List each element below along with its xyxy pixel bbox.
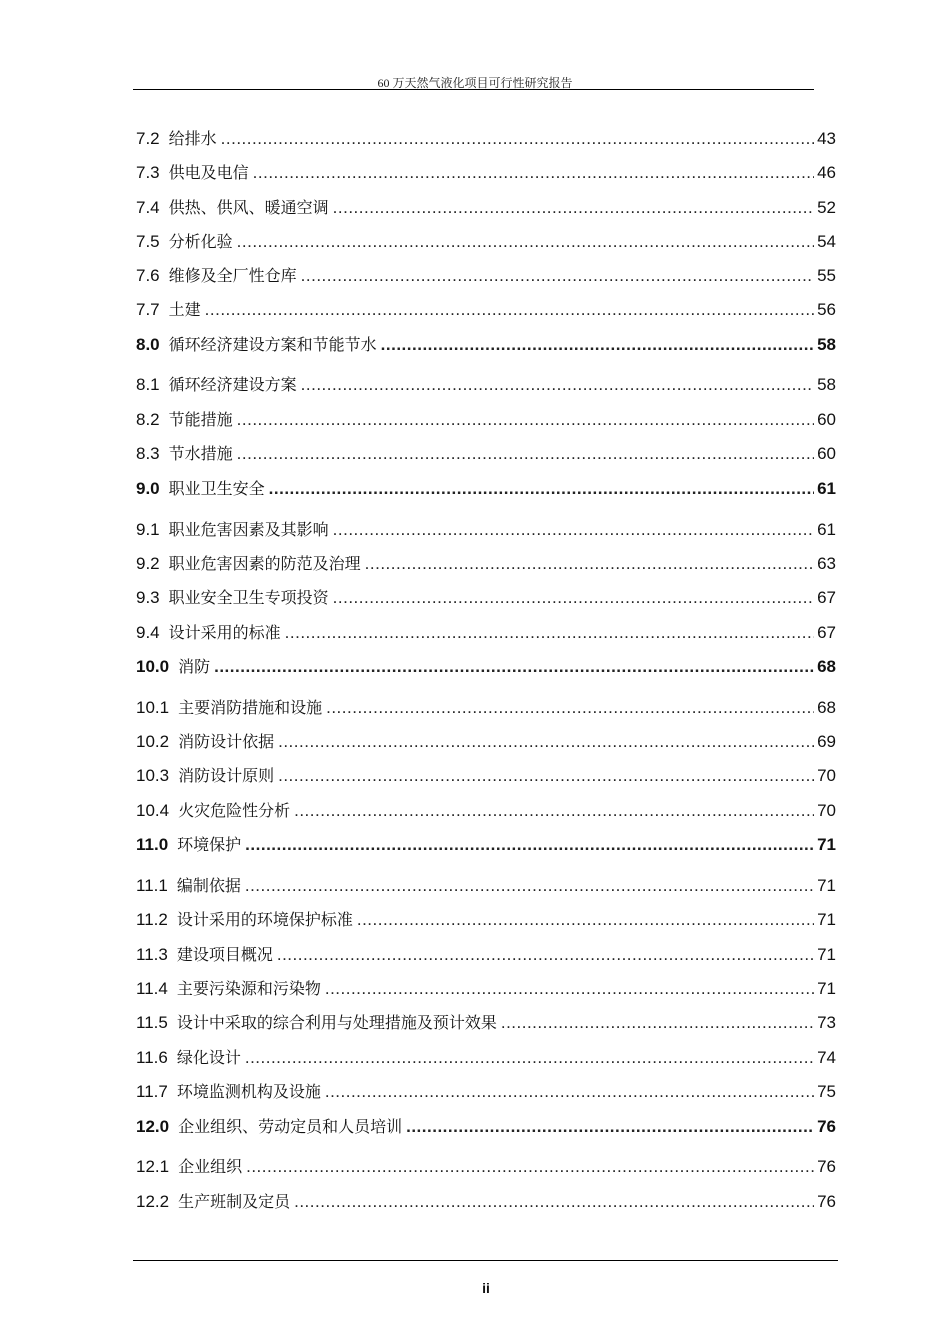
toc-dot-leader bbox=[301, 264, 814, 288]
toc-entry-title: 土建 bbox=[168, 300, 201, 319]
toc-entry-number: 7.6 bbox=[136, 266, 160, 285]
toc-entry-number: 8.0 bbox=[136, 335, 160, 354]
toc-chapter-entry[interactable] bbox=[136, 333, 836, 357]
toc-entry-title: 职业卫生安全 bbox=[168, 479, 265, 498]
toc-dot-leader bbox=[221, 127, 814, 151]
toc-entry-page: 63 bbox=[817, 554, 836, 573]
toc-entry-page: 61 bbox=[817, 520, 836, 539]
toc-entry-title: 生产班制及定员 bbox=[178, 1192, 291, 1211]
toc-entry-page: 67 bbox=[817, 623, 836, 642]
toc-entry-title: 消防 bbox=[178, 657, 211, 676]
toc-entry-number: 11.4 bbox=[136, 979, 168, 998]
toc-entry-number: 11.5 bbox=[136, 1013, 168, 1032]
toc-entry-title: 主要消防措施和设施 bbox=[178, 698, 323, 717]
toc-entry-title: 循环经济建设方案 bbox=[168, 375, 297, 394]
toc-entry-number: 11.1 bbox=[136, 876, 168, 895]
toc-dot-leader bbox=[246, 1155, 814, 1179]
toc-entry-number: 8.3 bbox=[136, 444, 160, 463]
toc-section-entry[interactable] bbox=[136, 1011, 836, 1035]
toc-entry-title: 编制依据 bbox=[176, 876, 241, 895]
toc-entry-page: 70 bbox=[817, 801, 836, 820]
running-header-title: 60 万天然气液化项目可行性研究报告 bbox=[377, 76, 573, 90]
toc-entry-title: 火灾危险性分析 bbox=[178, 801, 291, 820]
toc-entry-number: 7.7 bbox=[136, 300, 160, 319]
toc-entry-number: 12.0 bbox=[136, 1117, 170, 1136]
toc-entry-page: 74 bbox=[817, 1048, 836, 1067]
toc-entry-title: 环境保护 bbox=[177, 835, 242, 854]
toc-dot-leader bbox=[237, 230, 814, 254]
toc-entry-title: 供电及电信 bbox=[168, 163, 249, 182]
toc-dot-leader bbox=[237, 408, 814, 432]
toc-dot-leader bbox=[326, 696, 814, 720]
toc-entry-page: 56 bbox=[817, 300, 836, 319]
toc-entry-number: 7.3 bbox=[136, 163, 160, 182]
toc-entry-page: 71 bbox=[817, 945, 836, 964]
toc-entry-title: 企业组织、劳动定员和人员培训 bbox=[178, 1117, 403, 1136]
toc-entry-page: 75 bbox=[817, 1082, 836, 1101]
toc-entry-number: 9.3 bbox=[136, 588, 160, 607]
toc-entry-page: 52 bbox=[817, 198, 836, 217]
toc-section-entry[interactable] bbox=[136, 799, 836, 823]
toc-dot-leader bbox=[333, 518, 814, 542]
toc-entry-title: 供热、供风、暖通空调 bbox=[168, 198, 329, 217]
toc-entry-page: 73 bbox=[817, 1013, 836, 1032]
toc-dot-leader bbox=[501, 1011, 814, 1035]
toc-entry-title: 维修及全厂性仓库 bbox=[168, 266, 297, 285]
toc-entry-number: 10.0 bbox=[136, 657, 170, 676]
toc-section-entry[interactable] bbox=[136, 586, 836, 610]
toc-dot-leader bbox=[325, 1080, 814, 1104]
toc-entry-title: 设计采用的环境保护标准 bbox=[176, 910, 353, 929]
toc-entry-page: 55 bbox=[817, 266, 836, 285]
toc-section-entry[interactable] bbox=[136, 161, 836, 185]
toc-dot-leader bbox=[237, 442, 814, 466]
toc-entry-page: 76 bbox=[817, 1192, 836, 1211]
toc-entry-page: 54 bbox=[817, 232, 836, 251]
toc-section-entry[interactable] bbox=[136, 298, 836, 322]
toc-entry-page: 71 bbox=[817, 876, 836, 895]
toc-section-entry[interactable] bbox=[136, 977, 836, 1001]
toc-dot-leader bbox=[285, 621, 814, 645]
header-divider bbox=[133, 89, 814, 90]
toc-entry-number: 10.2 bbox=[136, 732, 170, 751]
toc-entry-page: 71 bbox=[817, 979, 836, 998]
toc-dot-leader bbox=[214, 655, 814, 679]
toc-entry-title: 设计采用的标准 bbox=[168, 623, 281, 642]
toc-dot-leader bbox=[406, 1115, 814, 1139]
toc-entry-page: 60 bbox=[817, 410, 836, 429]
toc-dot-leader bbox=[269, 477, 814, 501]
toc-entry-number: 8.1 bbox=[136, 375, 160, 394]
toc-entry-number: 11.0 bbox=[136, 835, 169, 854]
toc-entry-page: 68 bbox=[817, 657, 836, 676]
toc-dot-leader bbox=[333, 586, 814, 610]
toc-entry-page: 61 bbox=[817, 479, 836, 498]
toc-entry-title: 职业危害因素及其影响 bbox=[168, 520, 329, 539]
toc-section-entry[interactable] bbox=[136, 1155, 836, 1179]
toc-entry-title: 建设项目概况 bbox=[176, 945, 273, 964]
toc-entry-title: 绿化设计 bbox=[176, 1048, 241, 1067]
toc-dot-leader bbox=[253, 161, 814, 185]
toc-entry-title: 职业危害因素的防范及治理 bbox=[168, 554, 361, 573]
toc-entry-page: 60 bbox=[817, 444, 836, 463]
toc-section-entry[interactable] bbox=[136, 696, 836, 720]
toc-section-entry[interactable] bbox=[136, 874, 836, 898]
toc-dot-leader bbox=[278, 730, 814, 754]
toc-entry-page: 71 bbox=[817, 910, 836, 929]
toc-dot-leader bbox=[333, 196, 814, 220]
toc-dot-leader bbox=[365, 552, 814, 576]
toc-entry-page: 68 bbox=[817, 698, 836, 717]
toc-entry-number: 9.2 bbox=[136, 554, 160, 573]
toc-section-entry[interactable] bbox=[136, 1190, 836, 1214]
toc-section-entry[interactable] bbox=[136, 1046, 836, 1070]
toc-section-entry[interactable] bbox=[136, 127, 836, 151]
toc-dot-leader bbox=[245, 1046, 814, 1070]
toc-entry-title: 给排水 bbox=[168, 129, 217, 148]
toc-entry-title: 节水措施 bbox=[168, 444, 233, 463]
toc-entry-number: 9.4 bbox=[136, 623, 160, 642]
toc-section-entry[interactable] bbox=[136, 764, 836, 788]
toc-entry-page: 76 bbox=[817, 1157, 836, 1176]
toc-dot-leader bbox=[245, 833, 814, 857]
toc-dot-leader bbox=[205, 298, 814, 322]
toc-section-entry[interactable] bbox=[136, 196, 836, 220]
toc-section-entry[interactable] bbox=[136, 264, 836, 288]
toc-chapter-entry[interactable] bbox=[136, 477, 836, 501]
toc-dot-leader bbox=[294, 799, 814, 823]
toc-dot-leader bbox=[277, 943, 814, 967]
toc-section-entry[interactable] bbox=[136, 908, 836, 932]
toc-section-entry[interactable] bbox=[136, 621, 836, 645]
toc-entry-number: 11.7 bbox=[136, 1082, 168, 1101]
toc-entry-number: 12.1 bbox=[136, 1157, 170, 1176]
toc-entry-page: 58 bbox=[817, 335, 836, 354]
toc-dot-leader bbox=[325, 977, 814, 1001]
toc-entry-page: 43 bbox=[817, 129, 836, 148]
toc-dot-leader bbox=[357, 908, 814, 932]
toc-dot-leader bbox=[301, 373, 814, 397]
toc-entry-number: 7.4 bbox=[136, 198, 160, 217]
footer-divider bbox=[133, 1260, 838, 1261]
toc-entry-title: 消防设计依据 bbox=[178, 732, 275, 751]
toc-entry-page: 46 bbox=[817, 163, 836, 182]
toc-entry-number: 8.2 bbox=[136, 410, 160, 429]
toc-dot-leader bbox=[294, 1190, 814, 1214]
toc-section-entry[interactable] bbox=[136, 943, 836, 967]
toc-entry-number: 9.0 bbox=[136, 479, 160, 498]
toc-entry-title: 分析化验 bbox=[168, 232, 233, 251]
toc-section-entry[interactable] bbox=[136, 408, 836, 432]
toc-dot-leader bbox=[245, 874, 814, 898]
toc-entry-title: 职业安全卫生专项投资 bbox=[168, 588, 329, 607]
toc-entry-number: 10.3 bbox=[136, 766, 170, 785]
toc-entry-number: 10.1 bbox=[136, 698, 170, 717]
toc-entry-number: 7.5 bbox=[136, 232, 160, 251]
toc-entry-page: 67 bbox=[817, 588, 836, 607]
toc-entry-title: 循环经济建设方案和节能节水 bbox=[168, 335, 377, 354]
toc-section-entry[interactable] bbox=[136, 230, 836, 254]
toc-entry-number: 9.1 bbox=[136, 520, 160, 539]
page-number: ii bbox=[482, 1280, 490, 1296]
toc-entry-title: 消防设计原则 bbox=[178, 766, 275, 785]
toc-entry-number: 12.2 bbox=[136, 1192, 170, 1211]
toc-section-entry[interactable] bbox=[136, 373, 836, 397]
toc-entry-number: 11.6 bbox=[136, 1048, 168, 1067]
toc-section-entry[interactable] bbox=[136, 730, 836, 754]
toc-dot-leader bbox=[278, 764, 814, 788]
toc-entry-title: 节能措施 bbox=[168, 410, 233, 429]
toc-chapter-entry[interactable] bbox=[136, 833, 836, 857]
toc-entry-number: 10.4 bbox=[136, 801, 170, 820]
toc-entry-page: 70 bbox=[817, 766, 836, 785]
toc-chapter-entry[interactable] bbox=[136, 655, 836, 679]
toc-section-entry[interactable] bbox=[136, 1080, 836, 1104]
toc-dot-leader bbox=[381, 333, 814, 357]
toc-entry-page: 58 bbox=[817, 375, 836, 394]
toc-section-entry[interactable] bbox=[136, 518, 836, 542]
toc-entry-page: 76 bbox=[817, 1117, 836, 1136]
toc-entry-title: 设计中采取的综合利用与处理措施及预计效果 bbox=[176, 1013, 497, 1032]
toc-section-entry[interactable] bbox=[136, 552, 836, 576]
toc-entry-number: 11.2 bbox=[136, 910, 168, 929]
toc-entry-page: 71 bbox=[817, 835, 836, 854]
toc-entry-number: 11.3 bbox=[136, 945, 168, 964]
toc-section-entry[interactable] bbox=[136, 442, 836, 466]
toc-entry-page: 69 bbox=[817, 732, 836, 751]
toc-entry-number: 7.2 bbox=[136, 129, 160, 148]
toc-entry-title: 环境监测机构及设施 bbox=[176, 1082, 321, 1101]
toc-chapter-entry[interactable] bbox=[136, 1115, 836, 1139]
toc-entry-title: 企业组织 bbox=[178, 1157, 243, 1176]
toc-entry-title: 主要污染源和污染物 bbox=[176, 979, 321, 998]
